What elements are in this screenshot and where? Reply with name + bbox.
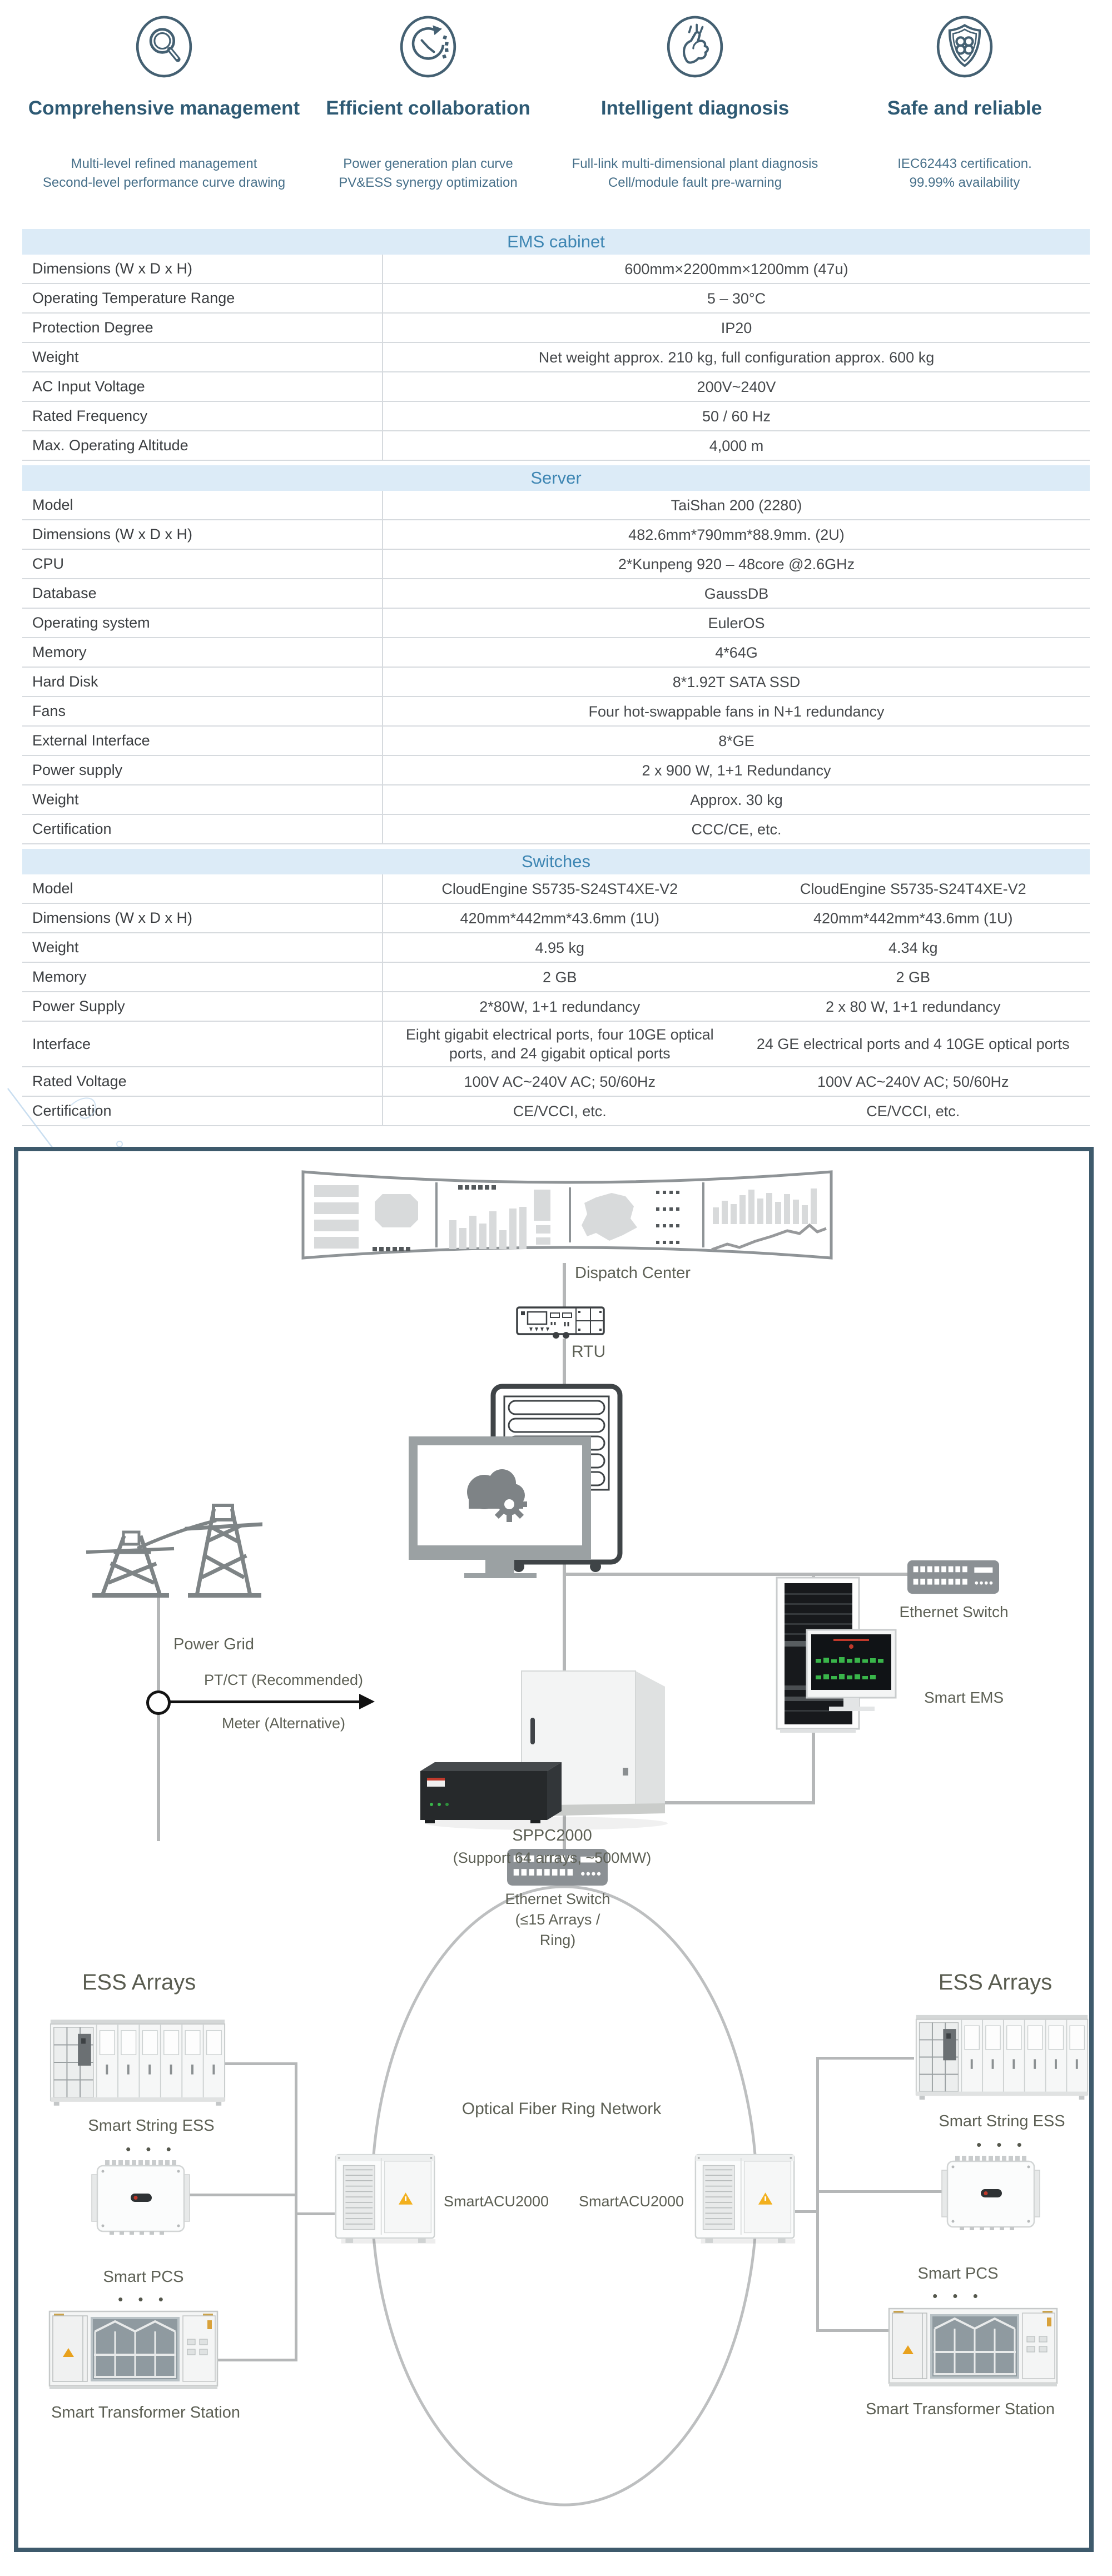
smart-string-ess-icon — [913, 2009, 1091, 2105]
table-row — [22, 992, 1090, 1022]
feature-efficient-collaboration — [272, 14, 584, 192]
row-value: GaussDB — [704, 585, 769, 602]
dispatch-video-wall — [300, 1166, 834, 1264]
ptct-arrowhead — [359, 1694, 375, 1709]
smart-ems-label: Smart EMS — [924, 1689, 1004, 1706]
feature-line: Full-link multi-dimensional plant diagnosis — [572, 156, 818, 171]
row-value: 2 x 80 W, 1+1 redundancy — [826, 998, 1001, 1015]
row-label: Dimensions (W x D x H) — [32, 260, 193, 277]
row-label: Certification — [32, 1102, 112, 1119]
row-value: 4.95 kg — [535, 939, 585, 956]
row-label: Rated Frequency — [32, 407, 148, 424]
ess-arrays-heading-left: ESS Arrays — [82, 1970, 196, 1995]
smart-transformer-station-icon — [887, 2304, 1059, 2389]
optical-ring-label: Optical Fiber Ring Network — [461, 2100, 662, 2118]
table-row — [22, 1022, 1090, 1067]
row-value: 600mm×2200mm×1200mm (47u) — [624, 260, 848, 277]
feature-line: Cell/module fault pre-warning — [608, 175, 782, 190]
row-value: 8*1.92T SATA SSD — [672, 673, 801, 690]
feature-safe-reliable — [809, 14, 1112, 192]
feature-title: Safe and reliable — [887, 97, 1042, 119]
feature-line: 99.99% availability — [909, 175, 1020, 190]
row-value: 200V~240V — [697, 378, 776, 395]
row-label: Hard Disk — [32, 673, 98, 690]
row-value: 482.6mm*790mm*88.9mm. (2U) — [628, 526, 845, 543]
table-row — [22, 785, 1090, 815]
table-row — [22, 550, 1090, 579]
row-label: CPU — [32, 555, 64, 572]
table-header-ems — [22, 229, 1090, 255]
row-label: Dimensions (W x D x H) — [32, 909, 193, 926]
table-row — [22, 727, 1090, 756]
mid-switch-label — [474, 1889, 641, 1951]
row-value: 5 – 30°C — [707, 290, 766, 307]
ethernet-switch-icon — [907, 1560, 999, 1594]
row-label: Operating system — [32, 614, 150, 631]
ethernet-switch-label: Ethernet Switch — [899, 1603, 1009, 1620]
row-value: Four hot-swappable fans in N+1 redundancy — [588, 703, 885, 720]
row-value: Net weight approx. 210 kg, full configuration approx. 600 kg — [538, 349, 935, 366]
row-label: Model — [32, 496, 73, 513]
smart-string-ess-icon — [47, 2013, 228, 2111]
mid-switch-label-line3: Ring) — [539, 1932, 576, 1948]
connector-line — [563, 1263, 566, 1307]
rtu-icon — [516, 1306, 606, 1340]
row-label: Memory — [32, 644, 87, 660]
ellipsis-dots: • • • — [976, 2136, 1027, 2153]
meter-label: Meter (Alternative) — [221, 1715, 346, 1732]
row-value: CE/VCCI, etc. — [866, 1102, 960, 1120]
rtu-label: RTU — [572, 1342, 606, 1361]
row-label: Model — [32, 880, 73, 897]
ellipsis-dots: • • • — [932, 2287, 984, 2304]
row-label: Weight — [32, 939, 79, 956]
connector-line — [157, 1591, 160, 1841]
feature-line: IEC62443 certification. — [897, 156, 1032, 171]
row-value: 100V AC~240V AC; 50/60Hz — [464, 1073, 656, 1090]
feature-title: Efficient collaboration — [326, 97, 530, 119]
row-label: External Interface — [32, 732, 150, 749]
row-value: CE/VCCI, etc. — [513, 1102, 607, 1120]
table-row — [22, 904, 1090, 933]
table-row — [22, 431, 1090, 461]
row-value: 4*64G — [715, 644, 758, 661]
row-value: 2 x 900 W, 1+1 Redundancy — [642, 762, 831, 779]
table-row — [22, 491, 1090, 520]
connector-line — [189, 2194, 296, 2196]
acu-right-label: SmartACU2000 — [578, 2193, 684, 2210]
row-value: CCC/CE, etc. — [691, 820, 782, 838]
smart-transformer-label-left: Smart Transformer Station — [51, 2404, 241, 2421]
table-row — [22, 963, 1090, 992]
power-grid-pylon-icon — [79, 1499, 262, 1599]
feature-title: Intelligent diagnosis — [600, 97, 790, 119]
row-value: 8*GE — [718, 732, 754, 749]
feature-intelligent-diagnosis — [539, 14, 851, 192]
table-row — [22, 933, 1090, 963]
row-label: Protection Degree — [32, 319, 153, 336]
row-value: 50 / 60 Hz — [702, 407, 771, 425]
table-row — [22, 609, 1090, 638]
row-label: Power Supply — [32, 998, 125, 1015]
grid-tap-node — [146, 1690, 171, 1715]
table-title: Switches — [521, 852, 591, 871]
row-value: 420mm*442mm*43.6mm (1U) — [460, 909, 660, 927]
table-row — [22, 520, 1090, 550]
dispatch-center-label: Dispatch Center — [575, 1264, 691, 1282]
row-value: 100V AC~240V AC; 50/60Hz — [817, 1073, 1009, 1090]
smart-string-ess-label-right: Smart String ESS — [939, 2112, 1065, 2130]
row-value: Eight gigabit electrical ports, four 10GE optical ports, and 24 gigabit optical ports — [405, 1026, 714, 1062]
ptct-arrow — [170, 1700, 361, 1703]
row-value: EulerOS — [708, 614, 765, 631]
table-header-switches — [22, 849, 1090, 874]
connector-line — [295, 2062, 297, 2361]
row-value: 24 GE electrical ports and 4 10GE optical ports — [756, 1036, 1070, 1052]
row-value: 4.34 kg — [888, 939, 938, 956]
row-label: Rated Voltage — [32, 1073, 127, 1090]
smart-ems-icon — [776, 1577, 898, 1735]
table-row — [22, 284, 1090, 314]
shield-icon — [809, 14, 1112, 80]
connector-line — [816, 2329, 888, 2332]
mid-switch-label-line1: Ethernet Switch — [505, 1891, 610, 1907]
smart-pcs-label-right: Smart PCS — [917, 2265, 999, 2282]
row-value: IP20 — [721, 319, 752, 336]
smart-pcs-icon — [91, 2159, 191, 2236]
connector-line — [816, 2057, 819, 2331]
feature-line: Power generation plan curve — [343, 156, 513, 171]
row-value: 4,000 m — [709, 437, 764, 454]
table-row — [22, 697, 1090, 727]
smart-pcs-label-left: Smart PCS — [103, 2268, 184, 2286]
sppc2000-sublabel: (Support 64 arrays, ~500MW) — [453, 1849, 652, 1866]
row-label: Power supply — [32, 762, 123, 778]
ptct-label: PT/CT (Recommended) — [203, 1672, 364, 1688]
smart-string-ess-label-left: Smart String ESS — [88, 2117, 215, 2135]
connector-line — [816, 2057, 914, 2060]
row-label: Operating Temperature Range — [32, 290, 235, 306]
row-label: Dimensions (W x D x H) — [32, 526, 193, 543]
smart-transformer-station-icon — [47, 2307, 220, 2391]
spec-tables — [22, 229, 1090, 1126]
row-value: CloudEngine S5735-S24T4XE-V2 — [800, 880, 1026, 897]
row-label: Weight — [32, 791, 79, 808]
clock-sync-icon — [272, 14, 584, 80]
row-value: 2*Kunpeng 920 – 48core @2.6GHz — [618, 555, 855, 573]
table-row — [22, 756, 1090, 785]
sppc2000-icon — [416, 1667, 672, 1831]
row-label: Memory — [32, 968, 87, 985]
table-title: Server — [530, 468, 582, 488]
pencil-scribble-decoration — [0, 1084, 289, 1156]
row-label: Interface — [32, 1035, 91, 1052]
row-label: AC Input Voltage — [32, 378, 145, 395]
feature-line: Multi-level refined management — [71, 156, 257, 171]
feature-line: Second-level performance curve drawing — [42, 175, 286, 190]
mid-switch-label-line2: (≤15 Arrays / — [515, 1911, 600, 1928]
row-label: Certification — [32, 820, 112, 837]
row-value: TaiShan 200 (2280) — [671, 496, 802, 514]
row-label: Weight — [32, 349, 79, 365]
connector-line — [221, 2062, 296, 2065]
table-row — [22, 314, 1090, 343]
ess-arrays-heading-right: ESS Arrays — [938, 1970, 1053, 1995]
power-grid-label: Power Grid — [173, 1635, 255, 1653]
smart-transformer-label-right: Smart Transformer Station — [865, 2400, 1055, 2418]
feature-title: Comprehensive management — [28, 97, 300, 119]
table-row — [22, 815, 1090, 844]
connector-line — [217, 2359, 296, 2361]
row-value: CloudEngine S5735-S24ST4XE-V2 — [441, 880, 678, 897]
finger-snap-icon — [539, 14, 851, 80]
row-value: 420mm*442mm*43.6mm (1U) — [813, 909, 1013, 927]
row-label: Max. Operating Altitude — [32, 437, 188, 454]
ellipsis-dots: • • • — [126, 2141, 177, 2157]
table-title: EMS cabinet — [507, 232, 605, 251]
row-label: Database — [32, 585, 97, 601]
ellipsis-dots: • • • — [118, 2291, 169, 2308]
row-value: Approx. 30 kg — [690, 791, 783, 808]
table-row — [22, 402, 1090, 431]
row-value: 2*80W, 1+1 redundancy — [479, 998, 641, 1015]
smart-pcs-icon — [941, 2155, 1041, 2231]
acu-left-label: SmartACU2000 — [443, 2193, 549, 2210]
row-label: Fans — [32, 703, 66, 719]
row-value: 2 GB — [542, 968, 577, 986]
table-row — [22, 638, 1090, 668]
table-row — [22, 668, 1090, 697]
row-value: 2 GB — [896, 968, 931, 986]
sppc2000-label: SPPC2000 — [512, 1827, 592, 1844]
connector-line — [816, 2190, 942, 2193]
server-tower-and-client-icon — [409, 1383, 626, 1579]
table-row — [22, 874, 1090, 904]
smart-acu2000-icon — [334, 2152, 439, 2246]
connector-line — [812, 1728, 815, 1804]
table-row — [22, 343, 1090, 372]
table-row — [22, 372, 1090, 402]
table-row — [22, 255, 1090, 284]
connector-line — [295, 2212, 335, 2215]
feature-line: PV&ESS synergy optimization — [339, 175, 518, 190]
smart-acu2000-icon — [693, 2152, 799, 2246]
table-row — [22, 579, 1090, 609]
table-header-server — [22, 465, 1090, 491]
